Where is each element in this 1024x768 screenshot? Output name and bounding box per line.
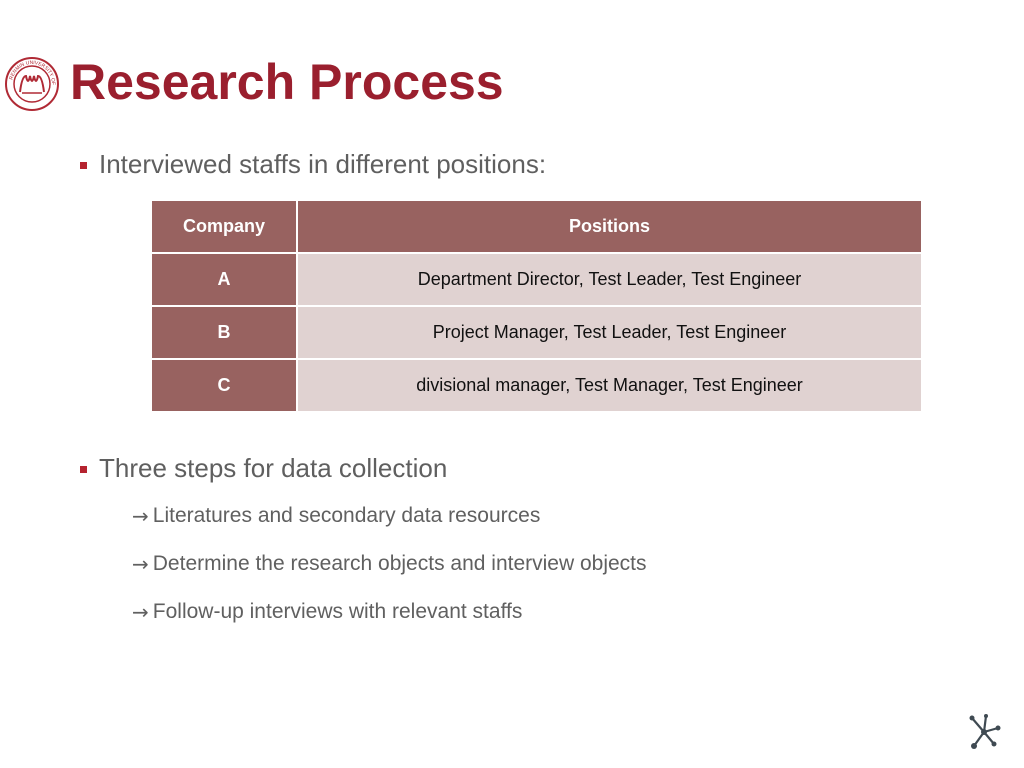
university-seal-icon <box>4 56 60 112</box>
step-item <box>132 599 522 625</box>
bullet-three-steps <box>80 452 447 484</box>
table-row <box>151 359 922 412</box>
header-positions: Positions <box>297 200 922 253</box>
step-text: Determine the research objects and interview objects <box>152 552 647 575</box>
company-cell: A <box>151 253 297 306</box>
company-cell: C <box>151 359 297 412</box>
arrow-right-icon: → <box>132 552 149 576</box>
bullet-interviewed <box>80 148 546 180</box>
bullet-text: Interviewed staffs in different positions: <box>99 149 547 179</box>
header-company: Company <box>151 200 297 253</box>
slide-title: Research Process <box>70 54 504 110</box>
positions-cell: divisional manager, Test Manager, Test Engineer <box>297 359 922 412</box>
bullet-marker-icon <box>80 162 87 169</box>
arrow-right-icon: → <box>132 600 149 624</box>
step-item <box>132 503 540 529</box>
bullet-marker-icon <box>80 466 87 473</box>
step-text: Literatures and secondary data resources <box>152 504 541 527</box>
table-row <box>151 253 922 306</box>
network-nodes-icon <box>964 712 1004 752</box>
positions-cell: Project Manager, Test Leader, Test Engineer <box>297 306 922 359</box>
step-text: Follow-up interviews with relevant staffs <box>152 600 523 623</box>
step-item <box>132 551 647 577</box>
svg-text:RENMIN UNIVERSITY OF CHINA: RENMIN UNIVERSITY OF <box>8 59 57 86</box>
positions-table <box>150 199 923 413</box>
company-cell: B <box>151 306 297 359</box>
table-header-row <box>151 200 922 253</box>
arrow-right-icon: → <box>132 504 149 528</box>
table-row <box>151 306 922 359</box>
positions-cell: Department Director, Test Leader, Test Engineer <box>297 253 922 306</box>
bullet-text: Three steps for data collection <box>99 453 448 483</box>
